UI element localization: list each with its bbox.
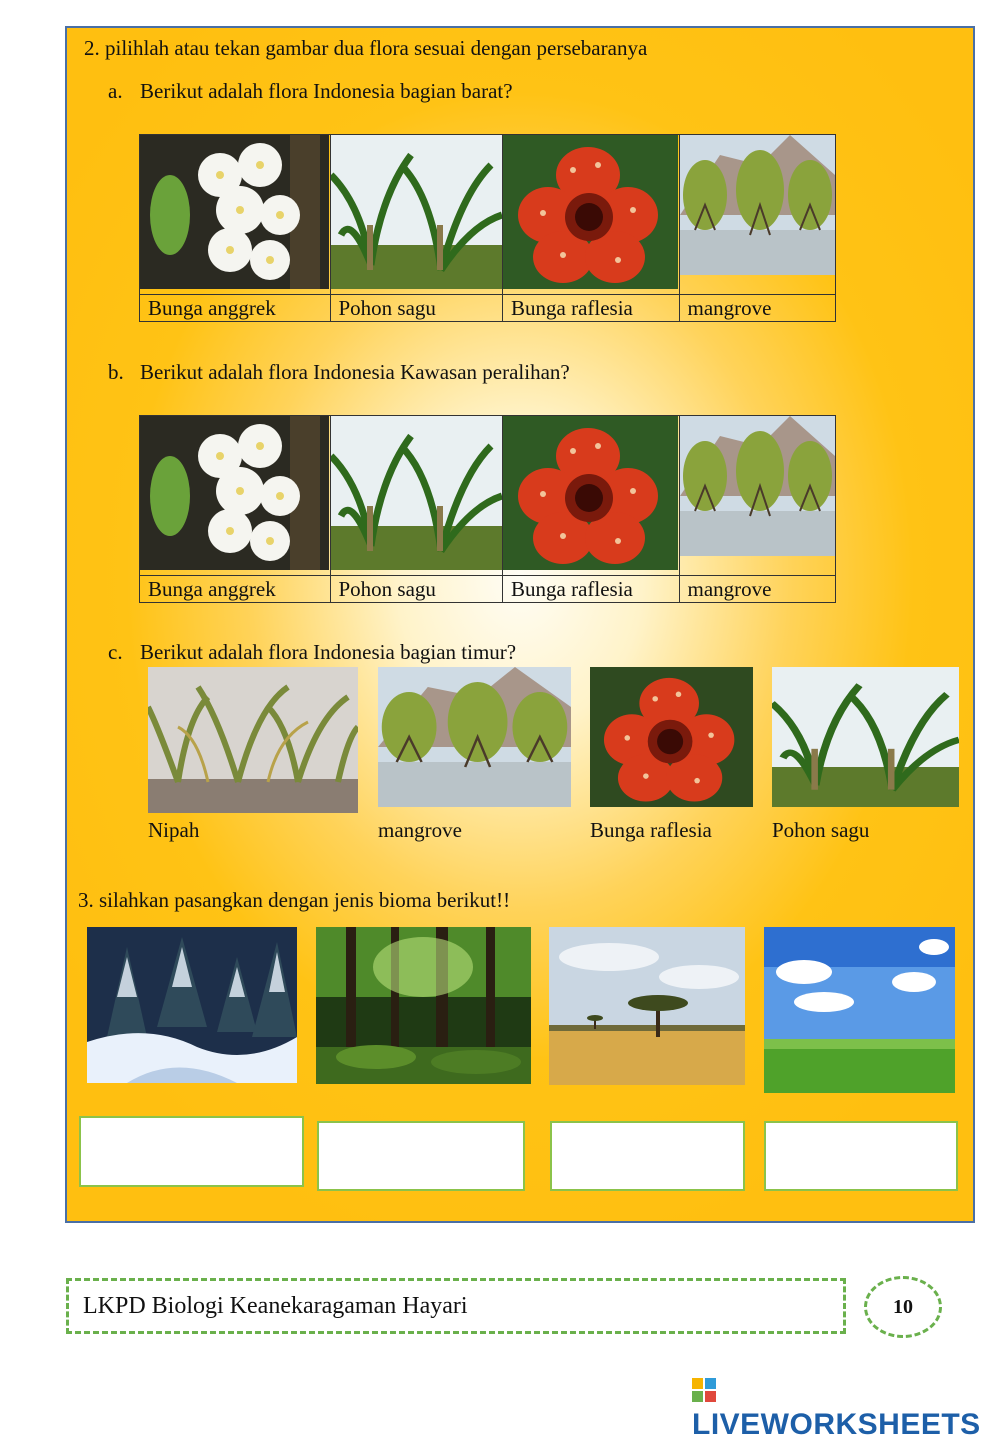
liveworksheets-logo[interactable] (692, 1374, 1000, 1442)
q2c-letter: c. (108, 640, 123, 664)
option-rafflesia-c[interactable] (590, 667, 753, 807)
mangrove-image (680, 416, 835, 556)
option-mangrove-b[interactable] (679, 416, 836, 576)
q2a-text: Berikut adalah flora Indonesia bagian barat? (140, 79, 513, 103)
option-mangrove-c[interactable] (378, 667, 571, 807)
option-label: Bunga anggrek (140, 295, 331, 322)
footer-title-box (66, 1278, 846, 1334)
option-label: mangrove (679, 576, 836, 603)
answer-box-3[interactable] (550, 1121, 745, 1191)
grassland-image (764, 927, 955, 1093)
orchid-image (140, 416, 329, 570)
option-label: mangrove (679, 295, 836, 322)
answer-box-2[interactable] (317, 1121, 525, 1191)
answer-box-1[interactable] (79, 1116, 304, 1187)
option-label: Bunga raflesia (503, 295, 680, 322)
caption-rafflesia: Bunga raflesia (590, 818, 712, 842)
option-sago-b[interactable] (330, 416, 503, 576)
caption-mangrove: mangrove (378, 818, 462, 842)
rafflesia-image (590, 667, 753, 807)
option-nipah-c[interactable] (148, 667, 358, 813)
footer-title: LKPD Biologi Keanekaragaman Hayari (83, 1293, 468, 1319)
option-label: Bunga raflesia (503, 576, 680, 603)
nipah-image (148, 667, 358, 813)
question-3-title: 3. silahkan pasangkan dengan jenis bioma berikut!! (78, 888, 511, 912)
sago-palm-image (331, 416, 502, 570)
answer-box-4[interactable] (764, 1121, 958, 1191)
q2c-text: Berikut adalah flora Indonesia bagian timur? (140, 640, 517, 664)
rafflesia-image (503, 135, 678, 289)
mangrove-image (378, 667, 571, 807)
brand-name: LIVEWORKSHEETS (692, 1408, 981, 1441)
snow-forest-image (87, 927, 297, 1083)
option-sago-c[interactable] (772, 667, 959, 807)
rafflesia-image (503, 416, 678, 570)
page-number: 10 (864, 1276, 942, 1338)
q2a-letter: a. (108, 79, 123, 103)
option-label: Pohon sagu (330, 295, 503, 322)
biome-image-2 (316, 927, 531, 1084)
rain-forest-image (316, 927, 531, 1084)
option-mangrove-a[interactable] (679, 135, 836, 295)
mangrove-image (680, 135, 835, 275)
option-rafflesia-a[interactable] (503, 135, 680, 295)
caption-nipah: Nipah (148, 818, 200, 842)
biome-image-3 (549, 927, 745, 1085)
option-rafflesia-b[interactable] (503, 416, 680, 576)
biome-image-1 (87, 927, 297, 1083)
flora-table-a (139, 134, 836, 322)
liveworksheets-mark-icon (692, 1378, 716, 1402)
option-sago-a[interactable] (330, 135, 503, 295)
caption-sago: Pohon sagu (772, 818, 870, 842)
savanna-image (549, 927, 745, 1085)
option-label: Pohon sagu (330, 576, 503, 603)
sago-palm-image (331, 135, 502, 289)
question-2-title: 2. pilihlah atau tekan gambar dua flora sesuai dengan persebaranya (84, 36, 648, 60)
orchid-image (140, 135, 329, 289)
q2b-letter: b. (108, 360, 124, 384)
biome-image-4 (764, 927, 955, 1093)
sago-palm-image (772, 667, 959, 807)
q2b-text: Berikut adalah flora Indonesia Kawasan peralihan? (140, 360, 570, 384)
option-label: Bunga anggrek (140, 576, 331, 603)
option-orchid-a[interactable] (140, 135, 331, 295)
flora-table-b (139, 415, 836, 603)
option-orchid-b[interactable] (140, 416, 331, 576)
